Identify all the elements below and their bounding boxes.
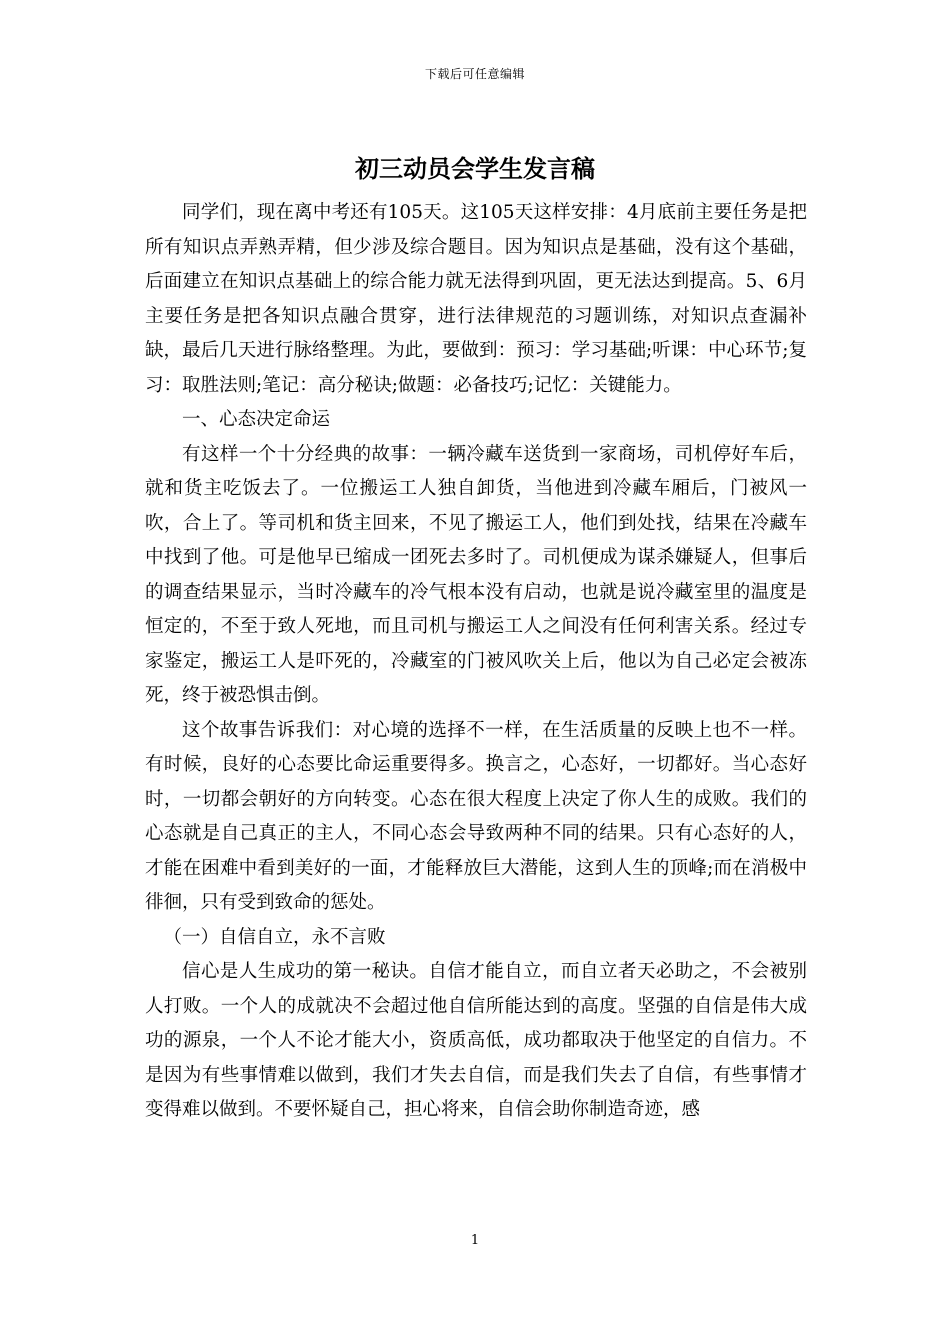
paragraph-story: 有这样一个十分经典的故事：一辆冷藏车送货到一家商场，司机停好车后，就和货主吃饭去了。一位搬运工人独自卸货，当他进到冷藏车厢后，门被风一吹，合上了。等司机和货主回来，不见了搬运工人，他们到处找，结果在冷藏车中找到了他。可是他早已缩成一团死去多时了。司机便成为谋杀嫌疑人，但事后的调查结果显示，当时冷藏车的冷气根本没有启动，也就是说冷藏室里的温度是恒定的，不至于致人死地，而且司机与搬运工人之间没有任何利害关系。经过专家鉴定，搬运工人是吓死的，冷藏室的门被风吹关上后，他以为自己必定会被冻死，终于被恐惧击倒。 xyxy=(145,443,807,706)
page-number: 1 xyxy=(470,1233,480,1248)
paragraph-intro: 同学们，现在离中考还有105天。这105天这样安排：4月底前主要任务是把所有知识点弄熟弄精，但少涉及综合题目。因为知识点是基础，没有这个基础，后面建立在知识点基础上的综合能力就无法得到巩固，更无法达到提高。5、6月主要任务是把各知识点融合贯穿，进行法律规范的习题训练，对知识点查漏补缺，最后几天进行脉络整理。为此，要做到：预习：学习基础;听课：中心环节;复习：取胜法则;笔记：高分秘诀;做题：必备技巧;记忆：关键能力。 xyxy=(145,202,807,396)
document-body xyxy=(145,196,807,1128)
section-heading-1: 一、心态决定命运 xyxy=(182,409,331,430)
subsection-heading-1: （一）自信自立，永不言败 xyxy=(163,926,386,948)
header-note: 下载后可任意编辑 xyxy=(424,67,525,81)
paragraph-lesson: 这个故事告诉我们：对心境的选择不一样，在生活质量的反映上也不一样。有时候，良好的心态要比命运重要得多。换言之，心态好，一切都好。当心态好时，一切都会朝好的方向转变。心态在很大程度上决定了你人生的成败。我们的心态就是自己真正的主人，不同心态会导致两种不同的结果。只有心态好的人，才能在困难中看到美好的一面，才能释放巨大潜能，这到人生的顶峰;而在消极中徘徊，只有受到致命的惩处。 xyxy=(145,719,807,913)
page-title: 初三动员会学生发言稿 xyxy=(355,154,595,183)
paragraph-confidence: 信心是人生成功的第一秘诀。自信才能自立，而自立者天必助之，不会被别人打败。一个人的成就决不会超过他自信所能达到的高度。坚强的自信是伟大成功的源泉，一个人不论才能大小，资质高低，成功都取决于他坚定的自信力。不是因为有些事情难以做到，我们才失去自信，而是我们失去了自信，有些事情才变得难以做到。不要怀疑自己，担心将来，自信会助你制造奇迹，感 xyxy=(145,961,807,1120)
